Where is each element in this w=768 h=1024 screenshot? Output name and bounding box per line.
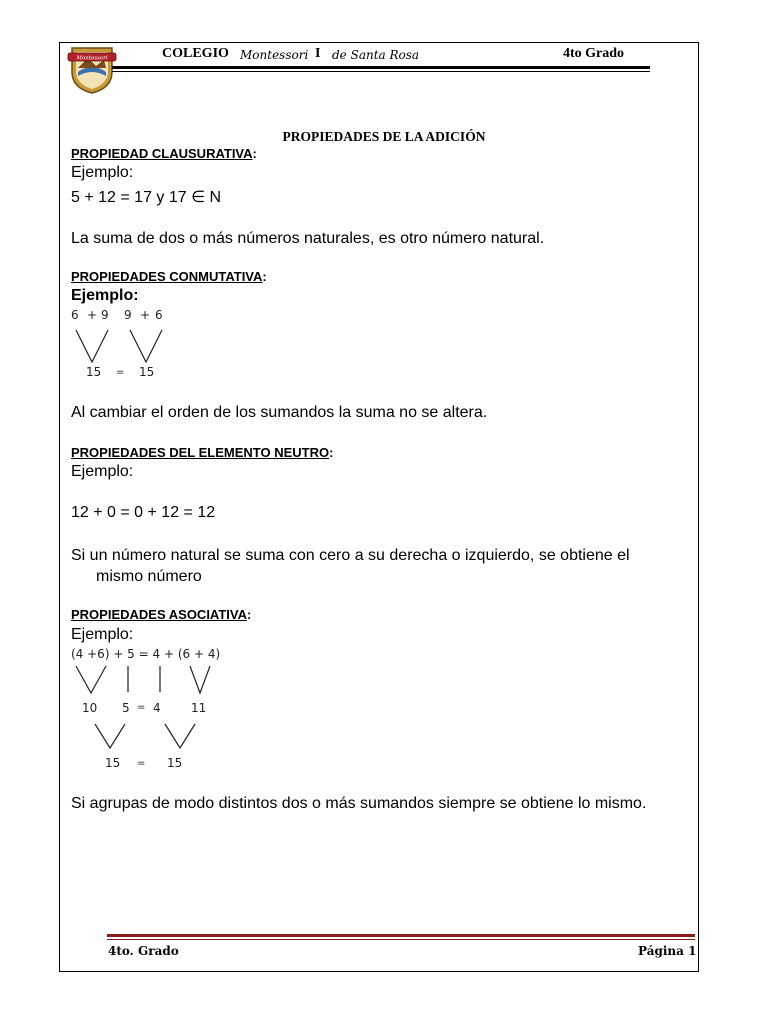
example-label-neutro: Ejemplo:: [71, 463, 134, 480]
heading-asociativa: PROPIEDADES ASOCIATIVA:: [71, 607, 252, 622]
asoc-top-expression: (4 +6) + 5 = 4 + (6 + 4): [71, 647, 221, 661]
conm-top-c: 9: [124, 308, 132, 322]
asoc-middle-equals: =: [137, 702, 146, 713]
asoc-middle-c: 4: [153, 701, 161, 715]
conm-bottom-b: 15: [139, 365, 155, 379]
asoc-middle-d: 11: [191, 701, 207, 715]
footer-page-number: Página 1: [638, 944, 697, 958]
footer-rule-thin: [107, 939, 695, 940]
heading-conmutativa: PROPIEDADES CONMUTATIVA:: [71, 269, 267, 284]
page-title: PROPIEDADES DE LA ADICIÓN: [282, 129, 486, 144]
heading-clausurativa: PROPIEDAD CLAUSURATIVA:: [71, 146, 257, 161]
asoc-bottom-b: 15: [167, 756, 183, 770]
conm-top-plus2: +: [140, 308, 151, 322]
description-neutro-line1: Si un número natural se suma con cero a su derecha o izquierdo, se obtiene el: [71, 547, 630, 564]
footer-grade: 4to. Grado: [108, 944, 179, 958]
description-clausurativa: La suma de dos o más números naturales, es otro número natural.: [71, 230, 545, 247]
asoc-middle-a: 10: [82, 701, 98, 715]
example-clausurativa: 5 + 12 = 17 y 17 ∈ N: [71, 189, 222, 206]
description-neutro-line2: mismo número: [96, 568, 202, 585]
header-roman-numeral: I: [315, 46, 321, 61]
header-colegio: COLEGIO: [162, 46, 229, 61]
example-label-conmutativa: Ejemplo:: [71, 287, 139, 304]
example-label-clausurativa: Ejemplo:: [71, 164, 134, 181]
asoc-middle-b: 5: [122, 701, 130, 715]
svg-text:Montessori: Montessori: [76, 55, 108, 62]
conm-top-a: 6: [71, 308, 79, 322]
conm-bottom-a: 15: [86, 365, 102, 379]
description-asociativa: Si agrupas de modo distintos dos o más sumandos siempre se obtiene lo mismo.: [71, 795, 647, 812]
heading-elemento-neutro: PROPIEDADES DEL ELEMENTO NEUTRO:: [71, 445, 334, 460]
asoc-bottom-equals: =: [137, 758, 146, 769]
conm-top-plus1: +: [87, 308, 98, 322]
asoc-bottom-a: 15: [105, 756, 121, 770]
example-neutro: 12 + 0 = 0 + 12 = 12: [71, 504, 216, 521]
header-santa-rosa: de Santa Rosa: [332, 48, 420, 62]
header-montessori: Montessori: [240, 48, 309, 62]
conm-bottom-equals: =: [116, 367, 125, 378]
description-conmutativa: Al cambiar el orden de los sumandos la suma no se altera.: [71, 404, 488, 421]
header-grade: 4to Grado: [563, 46, 625, 61]
footer-rule-thick: [107, 934, 695, 937]
conm-top-d: 6: [155, 308, 163, 322]
conm-top-b: 9: [101, 308, 109, 322]
example-label-asociativa: Ejemplo:: [71, 626, 134, 643]
